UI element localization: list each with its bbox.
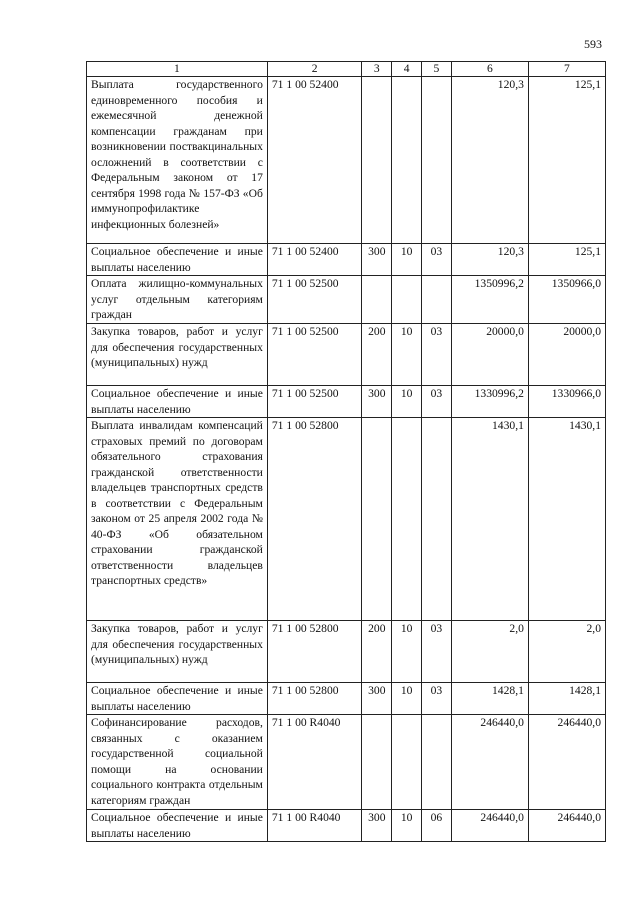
amount-year-1: 246440,0 [451,715,528,810]
amount-year-2: 20000,0 [528,324,605,386]
table-row [87,621,606,683]
table-row [87,386,606,418]
header-cell: 2 [267,62,362,77]
subsection [422,418,452,621]
expense-type [362,77,392,244]
subsection [422,715,452,810]
amount-year-1: 2,0 [451,621,528,683]
amount-year-1: 120,3 [451,244,528,276]
section: 10 [392,324,422,386]
amount-year-1: 246440,0 [451,810,528,842]
section: 10 [392,683,422,715]
section: 10 [392,810,422,842]
subsection: 06 [422,810,452,842]
header-cell: 3 [362,62,392,77]
target-code: 71 1 00 52400 [267,77,362,244]
section: 10 [392,386,422,418]
table-row [87,276,606,324]
expense-type: 200 [362,324,392,386]
target-code: 71 1 00 52800 [267,418,362,621]
expense-type: 200 [362,621,392,683]
subsection: 03 [422,386,452,418]
section: 10 [392,244,422,276]
amount-year-2: 125,1 [528,77,605,244]
amount-year-2: 2,0 [528,621,605,683]
section: 10 [392,621,422,683]
target-code: 71 1 00 52800 [267,683,362,715]
expense-type: 300 [362,810,392,842]
header-cell: 4 [392,62,422,77]
expense-name: Закупка товаров, работ и услуг для обеспечения государственных (муниципальных) нужд [87,324,268,386]
subsection: 03 [422,683,452,715]
amount-year-2: 125,1 [528,244,605,276]
section [392,715,422,810]
amount-year-2: 1350966,0 [528,276,605,324]
amount-year-1: 1350996,2 [451,276,528,324]
expense-type: 300 [362,244,392,276]
table-row [87,810,606,842]
expense-type [362,715,392,810]
amount-year-2: 1430,1 [528,418,605,621]
amount-year-1: 120,3 [451,77,528,244]
budget-table [86,61,606,842]
expense-name: Закупка товаров, работ и услуг для обеспечения государственных (муниципальных) нужд [87,621,268,683]
target-code: 71 1 00 52500 [267,276,362,324]
header-cell: 7 [528,62,605,77]
amount-year-2: 1330966,0 [528,386,605,418]
expense-type: 300 [362,386,392,418]
expense-name: Социальное обеспечение и иные выплаты населению [87,386,268,418]
expense-name: Софинансирование расходов, связанных с оказанием государственной социальной помощи на основании социального контракта отдельным категориям граждан [87,715,268,810]
amount-year-1: 1430,1 [451,418,528,621]
expense-name: Выплата государственного единовременного пособия и ежемесячной денежной компенсации гражданам при возникновении поствакцинальных осложнений в соответствии с Федеральным законом от 17 сентября 1998 года № 157-ФЗ «Об иммунопрофилактике инфекционных болезней» [87,77,268,244]
amount-year-2: 246440,0 [528,715,605,810]
section [392,418,422,621]
amount-year-2: 1428,1 [528,683,605,715]
table-row [87,683,606,715]
expense-name: Оплата жилищно-коммунальных услуг отдельным категориям граждан [87,276,268,324]
subsection: 03 [422,324,452,386]
expense-type: 300 [362,683,392,715]
expense-type [362,418,392,621]
table-row [87,244,606,276]
subsection [422,276,452,324]
table-row [87,77,606,244]
expense-name: Социальное обеспечение и иные выплаты населению [87,683,268,715]
section [392,77,422,244]
expense-name: Социальное обеспечение и иные выплаты населению [87,244,268,276]
page-number: 593 [584,37,602,51]
expense-name: Выплата инвалидам компенсаций страховых премий по договорам обязательного страхования гражданской ответственности владельцев транспортных средств в соответствии с Федеральным законом от 25 апреля 2002 года № 40-ФЗ «Об обязательном страховании гражданской ответственности владельцев транспортных средств» [87,418,268,621]
table-row [87,324,606,386]
header-cell: 5 [422,62,452,77]
target-code: 71 1 00 52500 [267,386,362,418]
subsection [422,77,452,244]
table-header-row [87,62,606,77]
expense-type [362,276,392,324]
header-cell: 1 [87,62,268,77]
subsection: 03 [422,621,452,683]
amount-year-1: 1428,1 [451,683,528,715]
amount-year-2: 246440,0 [528,810,605,842]
header-cell: 6 [451,62,528,77]
target-code: 71 1 00 R4040 [267,810,362,842]
expense-name: Социальное обеспечение и иные выплаты населению [87,810,268,842]
amount-year-1: 1330996,2 [451,386,528,418]
table-row [87,418,606,621]
amount-year-1: 20000,0 [451,324,528,386]
target-code: 71 1 00 52400 [267,244,362,276]
subsection: 03 [422,244,452,276]
target-code: 71 1 00 52500 [267,324,362,386]
target-code: 71 1 00 52800 [267,621,362,683]
target-code: 71 1 00 R4040 [267,715,362,810]
section [392,276,422,324]
table-row [87,715,606,810]
